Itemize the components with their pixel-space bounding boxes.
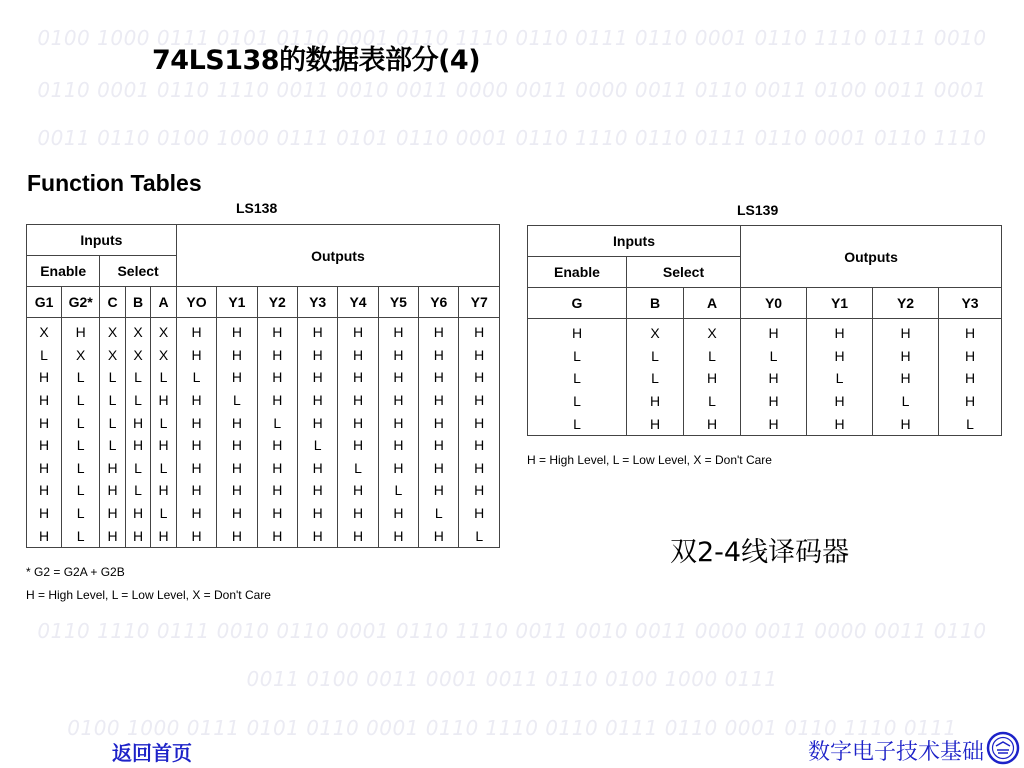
ls139-table-row [528,412,1002,435]
ls138-cell: H [62,318,100,344]
ls138-cell: H [419,457,459,480]
ls138-cell: H [459,502,500,525]
ls139-column-header: G [528,288,627,319]
ls138-cell: H [100,457,126,480]
ls138-cell: L [419,502,459,525]
ls139-cell: L [528,367,627,390]
ls138-cell: X [125,344,151,367]
ls138-cell: H [459,318,500,344]
ls138-cell: H [378,366,418,389]
ls138-cell: L [62,411,100,434]
ls138-cell: X [27,318,62,344]
ls138-cell: H [125,524,151,547]
ls139-cell: H [684,412,741,435]
ls138-cell: H [100,502,126,525]
ls138-cell: L [100,434,126,457]
ls139-column-header: Y2 [873,288,939,319]
ls138-cell: L [257,411,297,434]
ls138-cell: L [100,411,126,434]
ls139-cell: L [873,390,939,413]
course-name: 数字电子技术基础 [807,740,984,765]
ls138-cell: L [297,434,337,457]
ls138-cell: H [297,318,337,344]
ls138-column-header: Y5 [378,287,418,318]
ls138-cell: H [125,502,151,525]
ls139-table-row [528,345,1002,368]
university-emblem-icon [986,731,1020,765]
ls138-cell: H [176,457,216,480]
ls138-cell: L [125,389,151,412]
ls138-cell: H [125,434,151,457]
ls138-cell: H [297,366,337,389]
ls138-cell: H [217,434,257,457]
ls138-cell: H [257,318,297,344]
ls139-cell: L [627,345,684,368]
background-binary-line-6: 0100 1000 0111 0101 0110 0001 0110 1110 0110 0111 0110 0001 0110 1110 0111 [67,716,957,740]
ls138-cell: H [419,524,459,547]
ls138-cell: H [419,434,459,457]
ls139-cell: H [873,319,939,345]
ls138-cell: L [62,389,100,412]
ls138-cell: H [257,479,297,502]
ls139-column-header: A [684,288,741,319]
ls138-cell: H [459,457,500,480]
ls138-cell: L [125,479,151,502]
ls138-column-header: Y2 [257,287,297,318]
ls138-cell: H [257,389,297,412]
ls138-cell: H [378,502,418,525]
ls138-column-header: Y3 [297,287,337,318]
ls139-cell: X [627,319,684,345]
ls138-table-row [27,479,500,502]
ls138-cell: H [27,389,62,412]
ls138-column-header: A [151,287,177,318]
ls139-table-row [528,390,1002,413]
ls138-cell: L [100,366,126,389]
ls138-cell: H [176,411,216,434]
ls139-cell: H [741,367,807,390]
ls138-cell: H [459,411,500,434]
ls138-cell: L [62,502,100,525]
slide-title: 74LS138的数据表部分(4) [152,45,481,76]
ls139-cell: X [684,319,741,345]
ls138-cell: L [338,457,378,480]
ls138-table-row [27,389,500,412]
ls139-cell: H [684,367,741,390]
ls138-cell: H [378,344,418,367]
ls138-table-row [27,411,500,434]
ls138-cell: H [338,411,378,434]
background-binary-line-5: 0011 0100 0011 0001 0011 0110 0100 1000 0111 [246,667,778,691]
ls138-cell: X [100,318,126,344]
ls138-cell: H [378,524,418,547]
ls139-column-header: Y0 [741,288,807,319]
ls138-cell: H [100,524,126,547]
ls139-cell: H [627,390,684,413]
ls138-cell: L [378,479,418,502]
ls138-column-header: Y6 [419,287,459,318]
ls138-cell: H [176,434,216,457]
ls138-cell: L [27,344,62,367]
ls138-cell: H [176,502,216,525]
ls138-column-header: Y4 [338,287,378,318]
ls138-cell: H [27,411,62,434]
ls138-cell: H [338,389,378,412]
ls139-inputs-header: Inputs [528,226,741,257]
ls138-cell: H [419,344,459,367]
ls138-cell: L [459,524,500,547]
ls138-column-header: C [100,287,126,318]
ls139-cell: L [684,345,741,368]
ls139-cell: H [741,390,807,413]
ls138-cell: H [338,479,378,502]
ls139-column-header: Y1 [807,288,873,319]
ls138-cell: H [378,457,418,480]
ls138-cell: H [257,524,297,547]
ls138-cell: H [297,344,337,367]
ls138-cell: L [100,389,126,412]
ls138-cell: X [100,344,126,367]
ls138-cell: H [459,366,500,389]
ls138-cell: H [338,434,378,457]
ls138-cell: H [151,389,177,412]
ls138-cell: L [62,366,100,389]
ls139-cell: H [873,367,939,390]
ls138-cell: H [459,434,500,457]
ls139-enable-header: Enable [528,257,627,288]
ls138-cell: H [27,457,62,480]
ls138-cell: H [176,389,216,412]
ls138-cell: H [378,411,418,434]
ls138-cell: X [125,318,151,344]
ls139-cell: L [528,412,627,435]
ls138-column-header: YO [176,287,216,318]
ls138-cell: L [125,366,151,389]
ls139-cell: H [807,412,873,435]
ls138-cell: H [459,479,500,502]
ls138-function-table [26,224,500,548]
dual-decoder-caption: 双2-4线译码器 [670,537,850,568]
ls138-table-row [27,318,500,344]
background-binary-line-2: 0110 0001 0110 1110 0011 0010 0011 0000 0011 0000 0011 0110 0011 0100 0011 0001 [37,78,987,102]
ls138-cell: H [27,524,62,547]
ls138-enable-header: Enable [27,256,100,287]
ls138-select-header: Select [100,256,177,287]
ls138-cell: L [151,411,177,434]
background-binary-line-4: 0110 1110 0111 0010 0110 0001 0110 1110 0011 0010 0011 0000 0011 0000 0011 0110 [37,619,987,643]
ls139-table-row [528,367,1002,390]
ls138-inputs-header: Inputs [27,225,177,256]
ls139-cell: L [939,412,1002,435]
ls138-table-row [27,366,500,389]
ls138-note-legend: H = High Level, L = Low Level, X = Don't Care [26,588,271,602]
ls139-function-table [527,225,1002,436]
ls138-cell: L [62,524,100,547]
ls138-cell: H [176,524,216,547]
ls138-cell: H [151,434,177,457]
ls139-cell: H [939,367,1002,390]
ls138-cell: X [151,318,177,344]
ls139-cell: H [627,412,684,435]
ls138-cell: H [257,434,297,457]
ls138-cell: H [125,411,151,434]
ls138-cell: H [100,479,126,502]
ls139-cell: H [873,412,939,435]
ls138-cell: H [297,411,337,434]
ls138-caption: LS138 [236,200,278,216]
ls138-cell: H [27,502,62,525]
ls138-cell: H [459,389,500,412]
ls139-cell: L [627,367,684,390]
ls138-cell: H [378,389,418,412]
ls139-cell: H [939,345,1002,368]
ls138-table-row [27,524,500,547]
ls138-cell: H [217,479,257,502]
background-binary-line-3: 0011 0110 0100 1000 0111 0101 0110 0001 0110 1110 0110 0111 0110 0001 0110 1110 [37,126,987,150]
ls138-cell: H [459,344,500,367]
ls138-cell: H [419,479,459,502]
function-tables-heading: Function Tables [27,170,202,196]
ls138-cell: H [217,366,257,389]
ls139-cell: L [807,367,873,390]
ls138-cell: L [125,457,151,480]
ls138-cell: H [419,389,459,412]
ls139-column-header: B [627,288,684,319]
ls138-cell: H [176,318,216,344]
ls138-cell: H [297,502,337,525]
ls138-cell: H [378,318,418,344]
ls138-cell: H [257,502,297,525]
ls138-cell: H [217,344,257,367]
ls138-cell: H [257,344,297,367]
ls138-cell: H [151,524,177,547]
ls139-cell: H [807,390,873,413]
ls138-table-row [27,502,500,525]
ls139-select-header: Select [627,257,741,288]
ls139-cell: H [741,319,807,345]
ls138-cell: H [297,389,337,412]
ls139-outputs-header: Outputs [741,226,1002,288]
ls139-caption: LS139 [737,202,779,218]
ls138-cell: H [419,318,459,344]
ls138-cell: H [217,524,257,547]
ls138-cell: L [176,366,216,389]
ls138-cell: H [27,479,62,502]
ls138-table-row [27,457,500,480]
ls138-cell: H [297,479,337,502]
ls139-cell: H [939,390,1002,413]
ls139-cell: H [807,345,873,368]
ls138-cell: H [419,366,459,389]
ls138-cell: H [338,502,378,525]
ls138-cell: L [151,457,177,480]
ls138-cell: L [151,502,177,525]
ls138-column-header: Y7 [459,287,500,318]
ls139-cell: H [807,319,873,345]
ls139-table-row [528,319,1002,345]
ls138-cell: L [62,479,100,502]
ls138-table-row [27,344,500,367]
ls138-cell: X [151,344,177,367]
ls138-cell: H [217,502,257,525]
back-to-home-link[interactable]: 返回首页 [112,741,192,765]
ls138-table-row [27,434,500,457]
ls138-cell: L [217,389,257,412]
ls138-cell: H [257,366,297,389]
ls138-cell: H [217,411,257,434]
ls139-note-legend: H = High Level, L = Low Level, X = Don't Care [527,453,772,467]
ls138-cell: H [257,457,297,480]
ls138-cell: H [338,524,378,547]
ls139-cell: H [528,319,627,345]
ls138-cell: X [62,344,100,367]
ls138-cell: H [419,411,459,434]
ls139-cell: L [684,390,741,413]
ls138-cell: H [27,434,62,457]
ls138-column-header: G2* [62,287,100,318]
ls138-note-g2: * G2 = G2A + G2B [26,565,125,579]
ls138-column-header: B [125,287,151,318]
ls138-cell: H [176,479,216,502]
ls138-cell: H [338,366,378,389]
ls138-cell: L [62,434,100,457]
ls138-column-header: Y1 [217,287,257,318]
ls138-cell: H [217,318,257,344]
background-binary-line-1: 0100 1000 0111 0101 0110 0001 0110 1110 0110 0111 0110 0001 0110 1110 0111 0010 [37,26,987,50]
ls138-cell: H [151,479,177,502]
ls139-cell: L [528,390,627,413]
ls138-cell: H [27,366,62,389]
ls138-cell: H [378,434,418,457]
ls138-cell: H [338,318,378,344]
ls138-column-header: G1 [27,287,62,318]
ls138-cell: H [297,524,337,547]
ls139-cell: L [741,345,807,368]
ls138-cell: L [151,366,177,389]
ls138-outputs-header: Outputs [176,225,499,287]
ls139-cell: H [873,345,939,368]
ls138-cell: H [297,457,337,480]
ls139-cell: L [528,345,627,368]
ls139-cell: H [741,412,807,435]
ls138-cell: L [62,457,100,480]
ls139-column-header: Y3 [939,288,1002,319]
ls138-cell: H [217,457,257,480]
ls138-cell: H [338,344,378,367]
ls139-cell: H [939,319,1002,345]
ls138-cell: H [176,344,216,367]
